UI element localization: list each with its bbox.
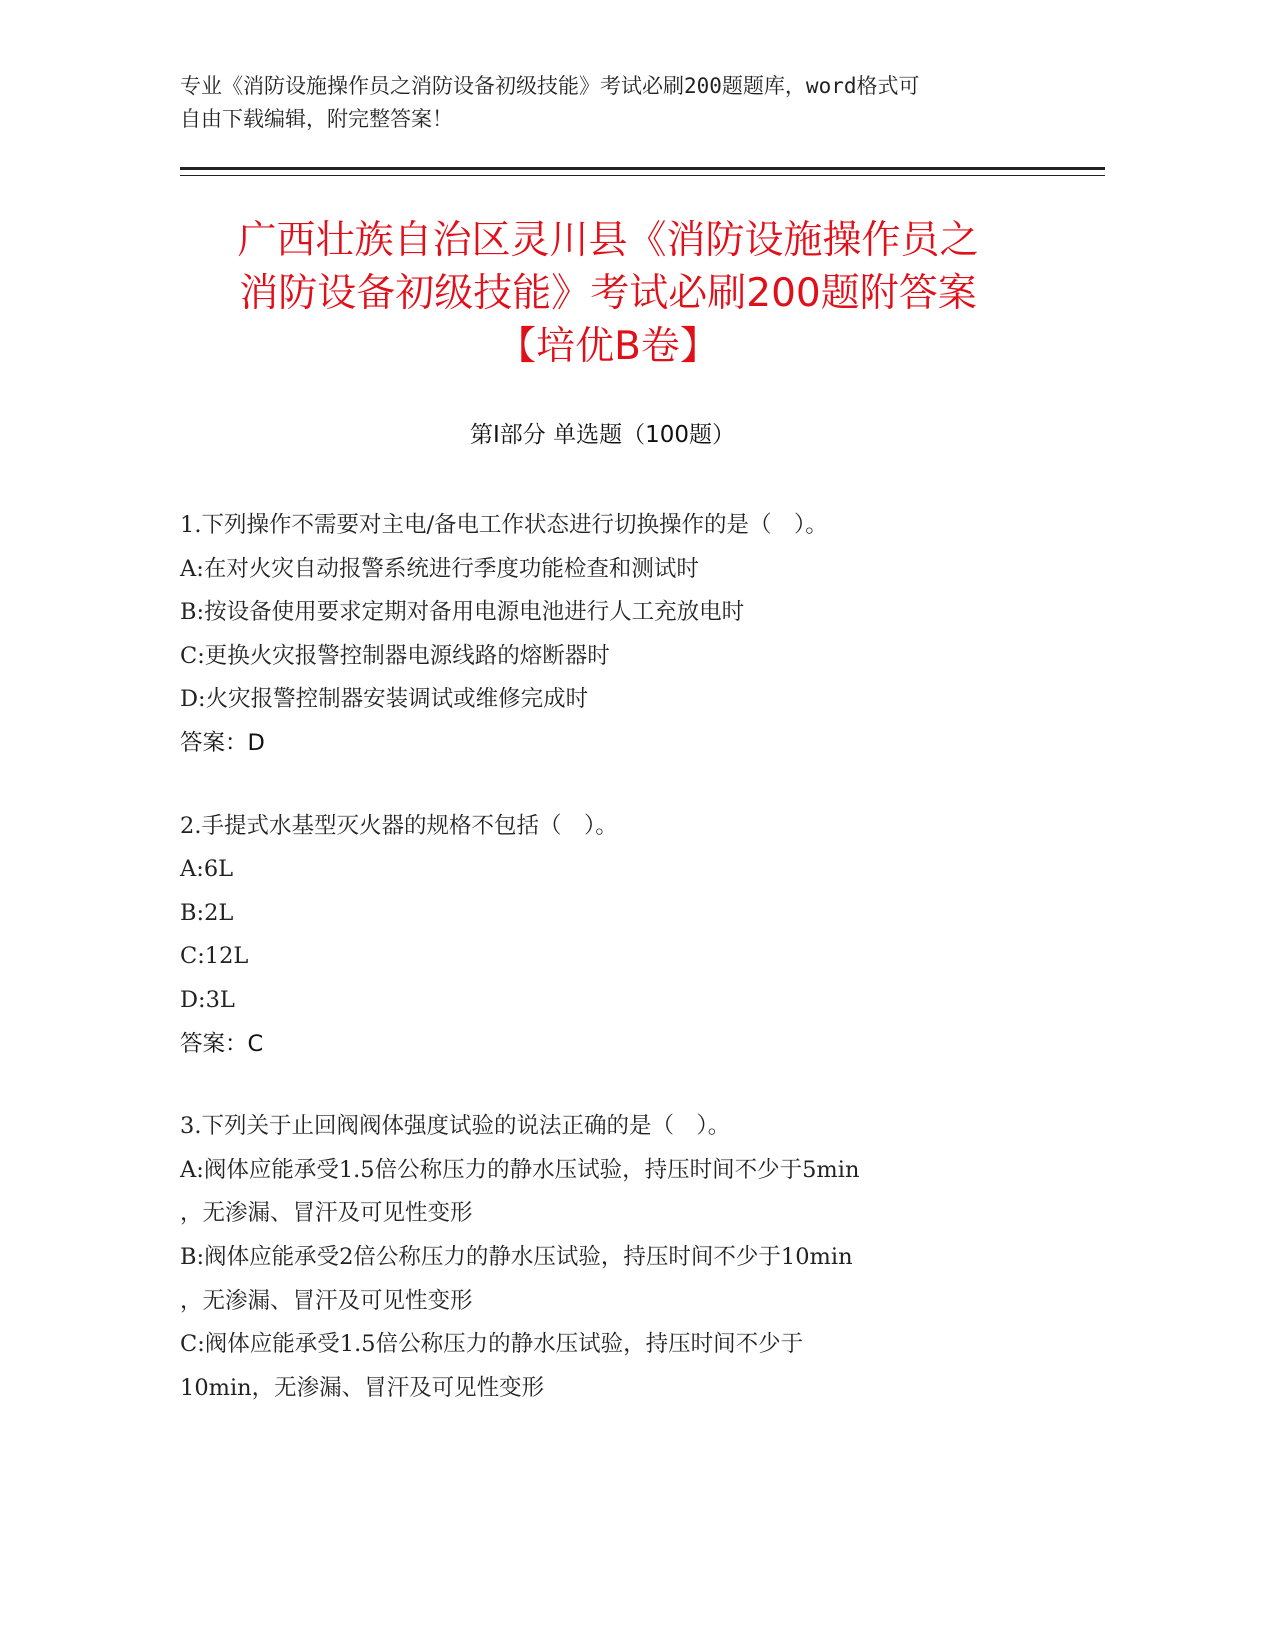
option-a: A:6L (180, 856, 234, 883)
header-note-line: 自由下载编辑，附完整答案！ (180, 107, 453, 131)
header-note-line: 专业《消防设施操作员之消防设备初级技能》考试必刷200题题库，word格式可 (180, 74, 920, 98)
question-stem: 3.下列关于止回阀阀体强度试验的说法正确的是（ ）。 (180, 1113, 731, 1140)
document-title-line: 消防设备初级技能》考试必刷200题附答案 (239, 271, 977, 316)
option-c-continued: 10min，无渗漏、冒汗及可见性变形 (180, 1374, 545, 1401)
option-a: A:在对火灾自动报警系统进行季度功能检查和测试时 (180, 555, 699, 582)
document-title (150, 214, 1066, 373)
option-b: B:阀体应能承受2倍公称压力的静水压试验，持压时间不少于10min (180, 1243, 853, 1270)
document-title-line: 【培优B卷】 (497, 324, 719, 369)
question-stem: 2.手提式水基型灭火器的规格不包括（ ）。 (180, 812, 618, 839)
question-1 (180, 504, 1080, 766)
option-d: D:火灾报警控制器安装调试或维修完成时 (180, 686, 589, 713)
option-b: B:按设备使用要求定期对备用电源电池进行人工充放电时 (180, 599, 745, 626)
option-d: D:3L (180, 986, 235, 1013)
option-b: B:2L (180, 899, 234, 926)
question-stem: 1.下列操作不需要对主电/备电工作状态进行切换操作的是（ ）。 (180, 512, 828, 538)
header-divider-thin (180, 175, 1105, 176)
section-title: 第Ⅰ部分 单选题（100题） (470, 422, 735, 448)
option-a: A:阀体应能承受1.5倍公称压力的静水压试验，持压时间不少于5min (180, 1156, 860, 1183)
answer: 答案：D (180, 729, 265, 756)
document-title-line: 广西壮族自治区灵川县《消防设施操作员之 (237, 218, 979, 263)
question-2 (180, 805, 1080, 1067)
option-c: C:更换火灾报警控制器电源线路的熔断器时 (180, 642, 610, 669)
question-list (180, 504, 1080, 1449)
option-b-continued: ，无渗漏、冒汗及可见性变形 (180, 1287, 473, 1314)
option-a-continued: ，无渗漏、冒汗及可见性变形 (180, 1200, 473, 1227)
option-c: C:阀体应能承受1.5倍公称压力的静水压试验，持压时间不少于 (180, 1331, 804, 1358)
answer: 答案：C (180, 1030, 264, 1057)
question-3 (180, 1105, 1080, 1410)
header-divider-thick (180, 167, 1105, 170)
header-note (180, 70, 1040, 136)
option-c: C:12L (180, 943, 249, 970)
